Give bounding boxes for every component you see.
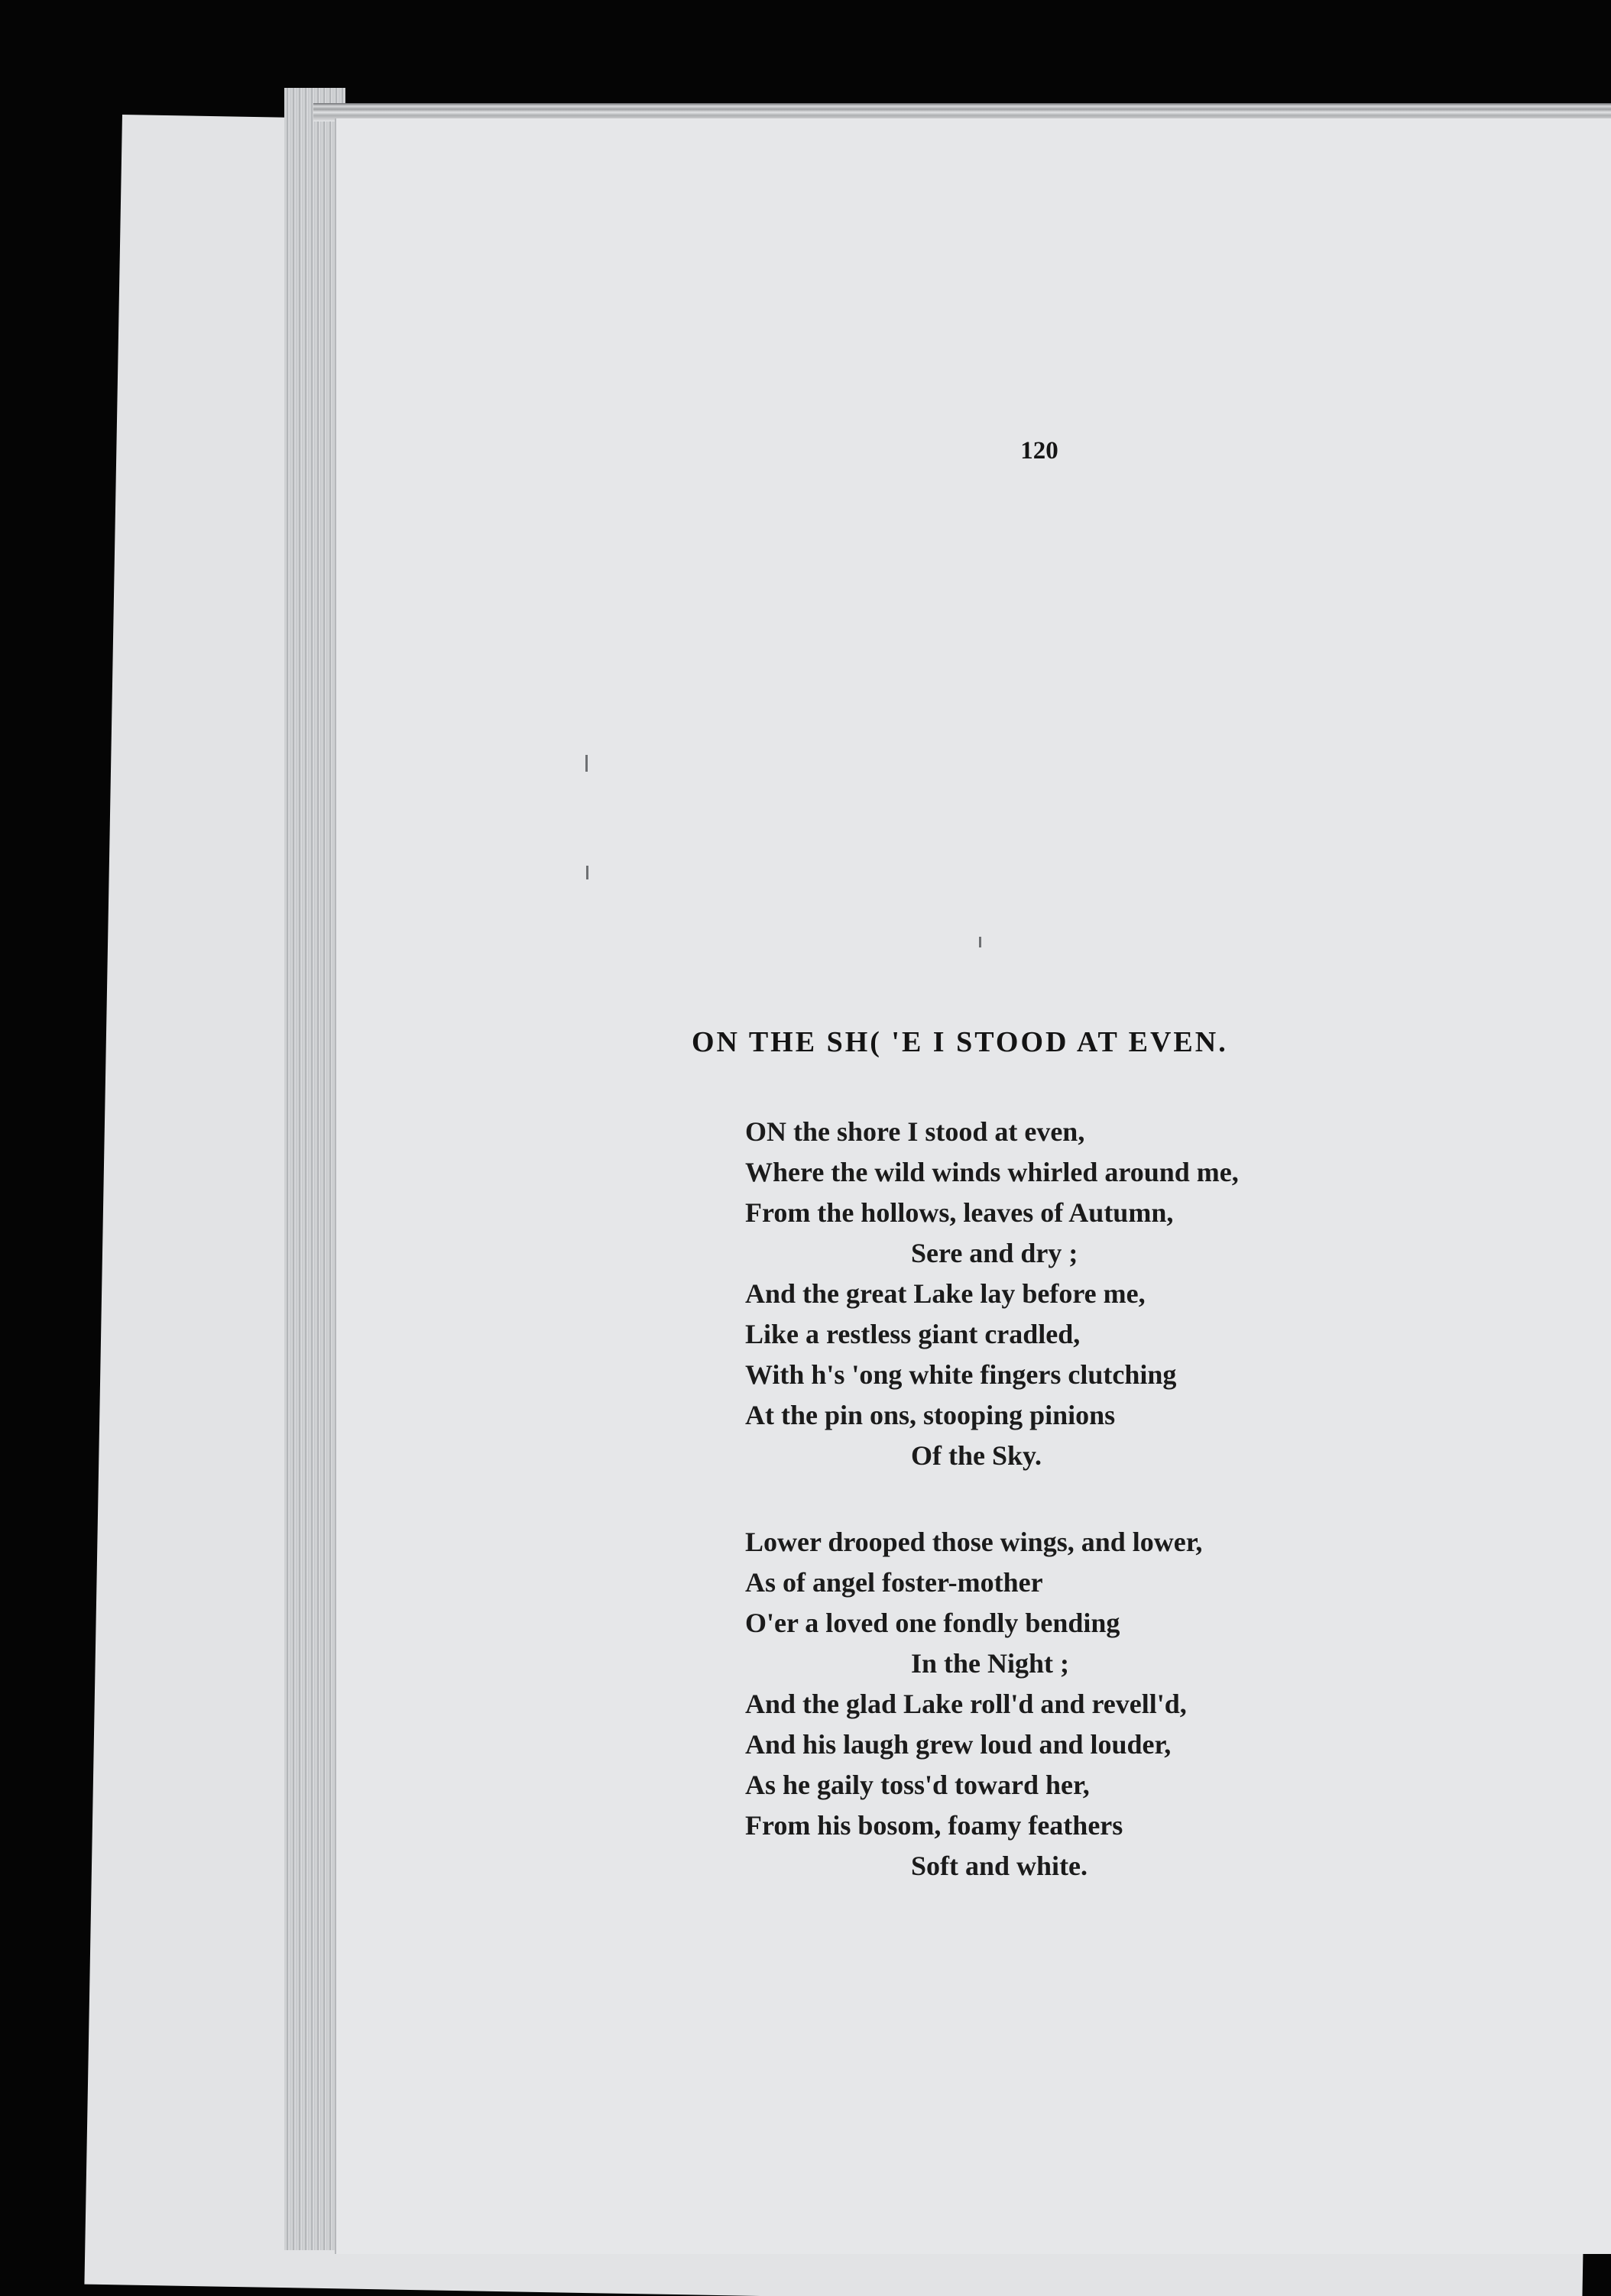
poem-line: Of the Sky. <box>911 1440 1042 1471</box>
poem-body <box>745 1112 1433 1932</box>
poem-line: With h's 'ong white fingers clutching <box>745 1359 1177 1390</box>
poem-line: Soft and white. <box>911 1851 1088 1881</box>
poem-line: O'er a loved one fondly bending <box>745 1608 1120 1638</box>
poem-line: And the glad Lake roll'd and revell'd, <box>745 1689 1187 1719</box>
poem-title: ON THE SH( 'E I STOOD AT EVEN. <box>692 1026 1228 1058</box>
poem-line: Where the wild winds whirled around me, <box>745 1157 1239 1187</box>
poem-line: Lower drooped those wings, and lower, <box>745 1527 1203 1557</box>
poem-line: And the great Lake lay before me, <box>745 1278 1146 1309</box>
poem-stanza <box>745 1522 1433 1886</box>
poem-line: As of angel foster-mother <box>745 1567 1043 1598</box>
poem-line: From his bosom, foamy feathers <box>745 1810 1123 1841</box>
page-number: 120 <box>1020 437 1058 465</box>
poem-line: At the pin ons, stooping pinions <box>745 1400 1116 1430</box>
poem-line: From the hollows, leaves of Autumn, <box>745 1197 1174 1228</box>
scan-speck <box>586 866 588 879</box>
poem-line: Like a restless giant cradled, <box>745 1319 1081 1349</box>
poem-line: And his laugh grew loud and louder, <box>745 1729 1172 1760</box>
poem-line: As he gaily toss'd toward her, <box>745 1770 1090 1800</box>
poem-line: ON the shore I stood at even, <box>745 1116 1085 1147</box>
poem-line: In the Night ; <box>911 1648 1070 1679</box>
scan-speck <box>979 937 981 947</box>
poem-stanza <box>745 1112 1433 1476</box>
poem-line: Sere and dry ; <box>911 1238 1078 1268</box>
scan-speck <box>585 755 588 772</box>
